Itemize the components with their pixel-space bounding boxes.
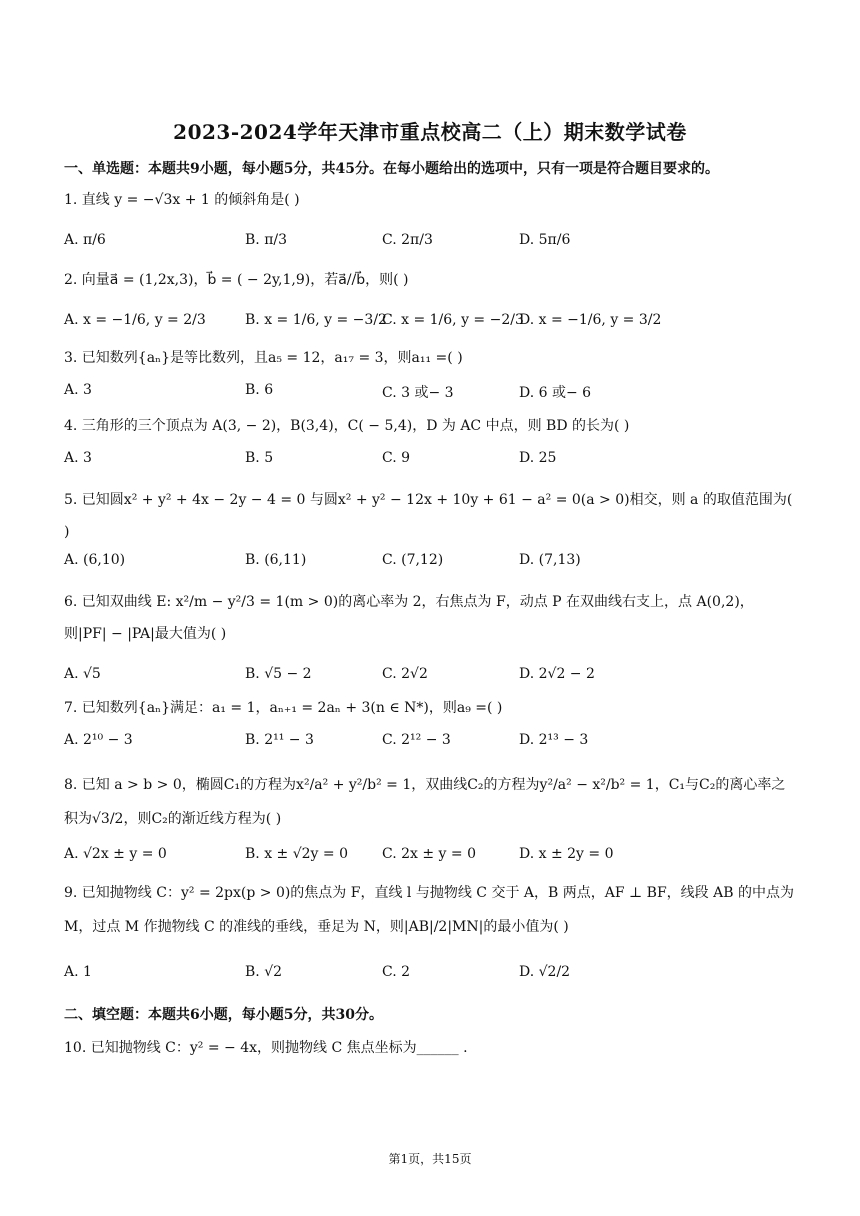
option-c: C. x = 1/6, y = −2/3 xyxy=(382,312,524,328)
question-4-options xyxy=(64,450,794,478)
option-a: A. √5 xyxy=(64,666,101,682)
question-9: 9. 已知抛物线 C：y² = 2px(p > 0)的焦点为 F，直线 l 与抛物线 C 交于 A，B 两点，AF ⊥ BF，线段 AB 的中点为 M，过点 M 作抛物线 C 的准线的垂线，垂足为 N，则|AB|/2|MN|的最小值为( ) xyxy=(64,885,794,935)
option-b: B. √5 − 2 xyxy=(245,666,312,682)
option-c: C. 3 或− 3 xyxy=(382,385,454,401)
option-a: A. 3 xyxy=(64,450,92,466)
option-a: A. 3 xyxy=(64,382,92,398)
option-d: D. 2√2 − 2 xyxy=(519,666,595,682)
page-number: 第1页，共15页 xyxy=(388,1152,472,1166)
option-a: A. (6,10) xyxy=(64,552,126,568)
question-2-options xyxy=(64,312,794,340)
option-c: C. 2√2 xyxy=(382,666,428,682)
option-a: A. π/6 xyxy=(64,232,106,248)
option-c: C. (7,12) xyxy=(382,552,444,568)
option-b: B. π/3 xyxy=(245,232,288,248)
option-c: C. 9 xyxy=(382,450,411,466)
question-6-options xyxy=(64,666,794,694)
question-3: 3. 已知数列{aₙ}是等比数列，且a₅ = 12，a₁₇ = 3，则a₁₁ =( ) xyxy=(64,350,463,366)
option-d: D. 5π/6 xyxy=(519,232,571,248)
question-1-options xyxy=(64,232,794,260)
question-5-options xyxy=(64,552,794,580)
section-heading-1: 一、单选题：本题共9小题，每小题5分，共45分。在每小题给出的选项中，只有一项是符合题目要求的。 xyxy=(64,161,719,177)
option-c: C. 2¹² − 3 xyxy=(382,732,451,748)
question-3-options xyxy=(64,382,794,410)
option-d: D. 2¹³ − 3 xyxy=(519,732,589,748)
question-7: 7. 已知数列{aₙ}满足：a₁ = 1，aₙ₊₁ = 2aₙ + 3(n ∈ N*)，则a₉ =( ) xyxy=(64,700,503,716)
question-9-options xyxy=(64,964,794,992)
question-1: 1. 直线 y = −√3x + 1 的倾斜角是( ) xyxy=(64,192,300,208)
option-c: C. 2 xyxy=(382,964,411,980)
option-c: C. 2π/3 xyxy=(382,232,433,248)
option-b: B. x = 1/6, y = −3/2 xyxy=(245,312,387,328)
option-b: B. x ± √2y = 0 xyxy=(245,846,348,862)
option-d: D. x ± 2y = 0 xyxy=(519,846,614,862)
option-b: B. 6 xyxy=(245,382,274,398)
option-a: A. 1 xyxy=(64,964,92,980)
question-10: 10. 已知抛物线 C：y² = − 4x，则抛物线 C 焦点坐标为______ . xyxy=(64,1040,468,1056)
question-7-options xyxy=(64,732,794,760)
option-c: C. 2x ± y = 0 xyxy=(382,846,476,862)
page-title: 2023-2024学年天津市重点校高二（上）期末数学试卷 xyxy=(173,120,687,144)
question-5: 5. 已知圆x² + y² + 4x − 2y − 4 = 0 与圆x² + y² − 12x + 10y + 61 − a² = 0(a > 0)相交，则 a 的取值范围为( ) xyxy=(64,492,793,540)
question-8: 8. 已知 a > b > 0，椭圆C₁的方程为x²/a² + y²/b² = 1，双曲线C₂的方程为y²/a² − x²/b² = 1，C₁与C₂的离心率之积为√3/2，则C₂的渐近线方程为( ) xyxy=(64,777,786,827)
option-b: B. (6,11) xyxy=(245,552,307,568)
option-d: D. 6 或− 6 xyxy=(519,385,592,401)
option-d: D. √2/2 xyxy=(519,964,571,980)
option-b: B. 2¹¹ − 3 xyxy=(245,732,314,748)
option-a: A. x = −1/6, y = 2/3 xyxy=(64,312,206,328)
question-8-options xyxy=(64,846,794,874)
option-d: D. 25 xyxy=(519,450,557,466)
question-6: 6. 已知双曲线 E: x²/m − y²/3 = 1(m > 0)的离心率为 2，右焦点为 F，动点 P 在双曲线右支上，点 A(0,2)，则|PF| − |PA|最大值为( ) xyxy=(64,594,754,642)
option-b: B. 5 xyxy=(245,450,274,466)
option-b: B. √2 xyxy=(245,964,283,980)
option-d: D. x = −1/6, y = 3/2 xyxy=(519,312,662,328)
option-d: D. (7,13) xyxy=(519,552,581,568)
section-heading-2: 二、填空题：本题共6小题，每小题5分，共30分。 xyxy=(64,1007,383,1023)
question-2: 2. 向量a⃗ = (1,2x,3)，b⃗ = ( − 2y,1,9)，若a⃗//b⃗，则( ) xyxy=(64,272,409,288)
question-4: 4. 三角形的三个顶点为 A(3, − 2)，B(3,4)，C( − 5,4)，D 为 AC 中点，则 BD 的长为( ) xyxy=(64,418,630,434)
option-a: A. √2x ± y = 0 xyxy=(64,846,167,862)
option-a: A. 2¹⁰ − 3 xyxy=(64,732,133,748)
